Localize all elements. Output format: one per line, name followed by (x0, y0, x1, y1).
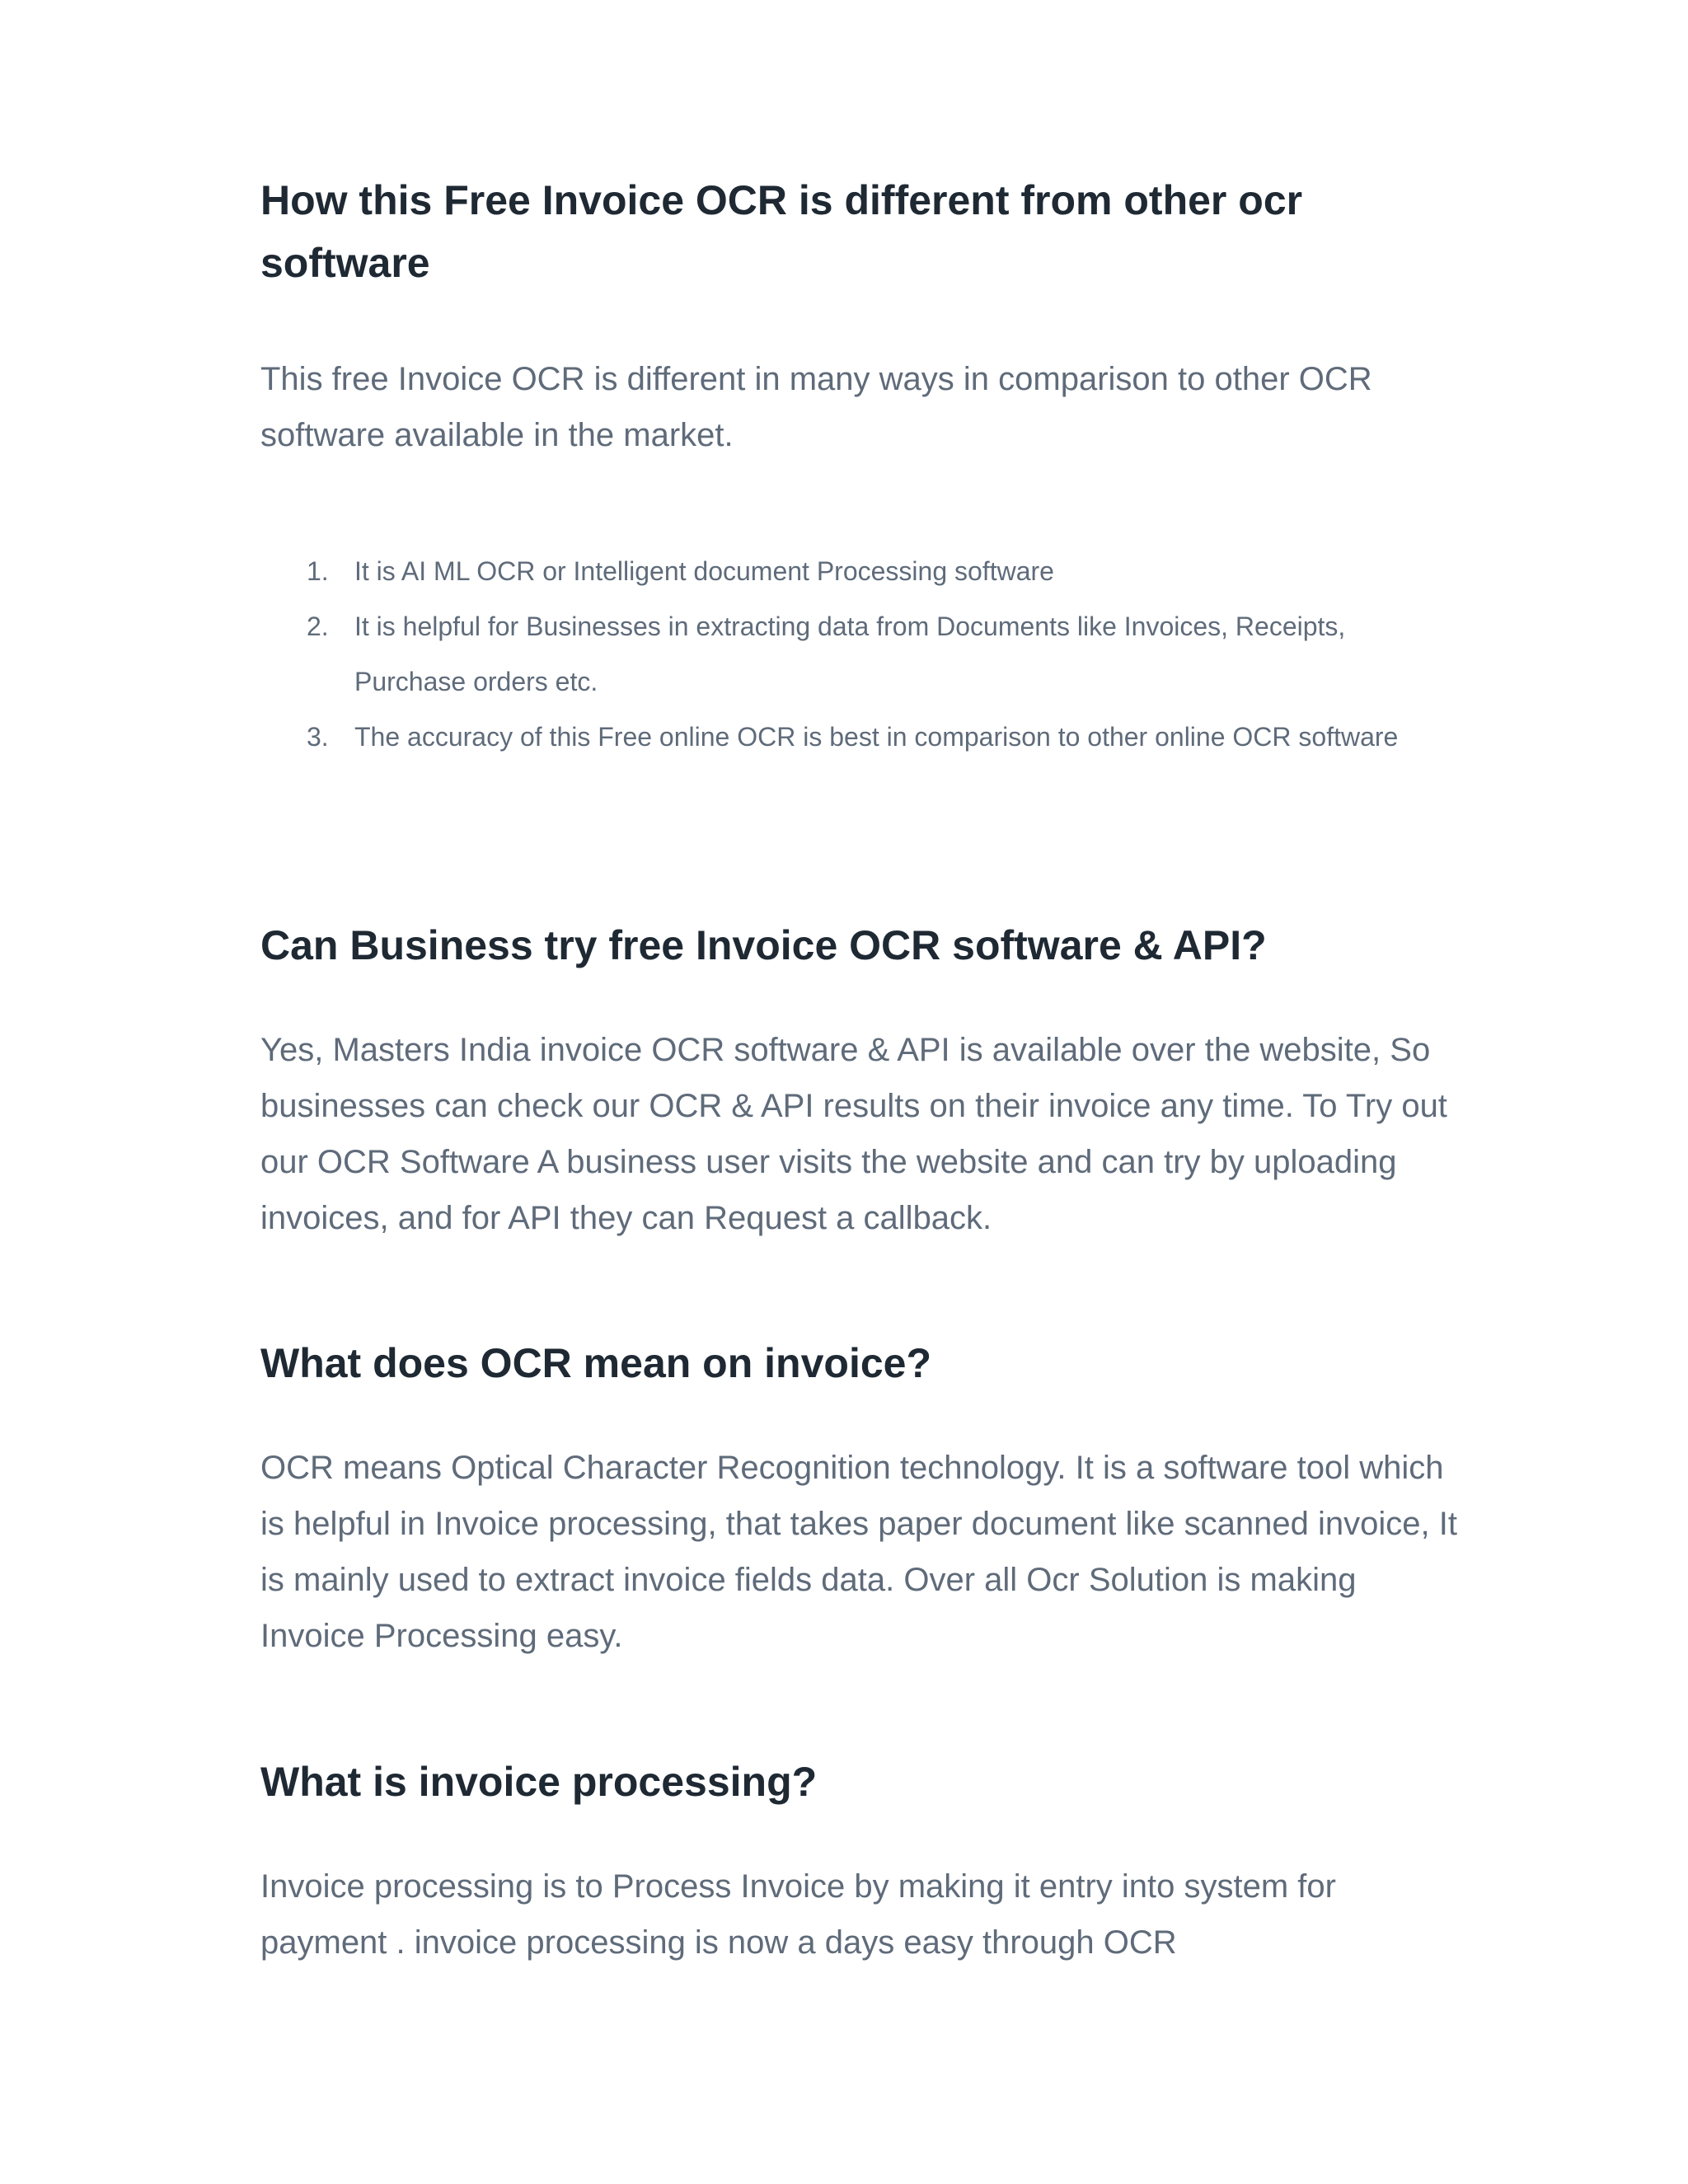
section-heading-ocr-meaning: What does OCR mean on invoice? (260, 1340, 931, 1386)
section-heading-ocr-difference: How this Free Invoice OCR is different from other ocr software (260, 177, 1303, 286)
list-item (260, 710, 1447, 765)
section-paragraph-ocr-meaning: OCR means Optical Character Recognition technology. It is a software tool which is helpful in Invoice processing, that takes paper document like scanned invoice, It is mainly used to extract invoice fields data. Over all Ocr Solution is making Invoice Processing easy. (260, 1450, 1457, 1654)
list-item-number: 2. (307, 612, 329, 641)
list-item-text: The accuracy of this Free online OCR is best in comparison to other online OCR software (354, 722, 1399, 752)
section-paragraph-invoice-processing: Invoice processing is to Process Invoice by making it entry into system for payment . invoice processing is now a days easy through OCR (260, 1868, 1336, 1961)
section-paragraph-ocr-difference: This free Invoice OCR is different in many ways in comparison to other OCR software available in the market. (260, 361, 1372, 453)
list-item-text: It is helpful for Businesses in extracting data from Documents like Invoices, Receipts, Purchase orders etc. (354, 612, 1346, 696)
section-heading-business-trial: Can Business try free Invoice OCR software & API? (260, 922, 1267, 968)
section-paragraph-business-trial: Yes, Masters India invoice OCR software & API is available over the website, So businesses can check our OCR & API results on their invoice any time. To Try out our OCR Software A business user visits the website and can try by uploading invoices, and for API they can Request a callback. (260, 1032, 1447, 1236)
list-item (260, 544, 1447, 599)
section-heading-invoice-processing: What is invoice processing? (260, 1759, 818, 1805)
list-item-number: 3. (307, 722, 329, 752)
list-item-text: It is AI ML OCR or Intelligent document Processing software (354, 556, 1054, 586)
list-item-number: 1. (307, 556, 329, 586)
ocr-features-list (260, 544, 1447, 765)
list-item (260, 599, 1447, 710)
